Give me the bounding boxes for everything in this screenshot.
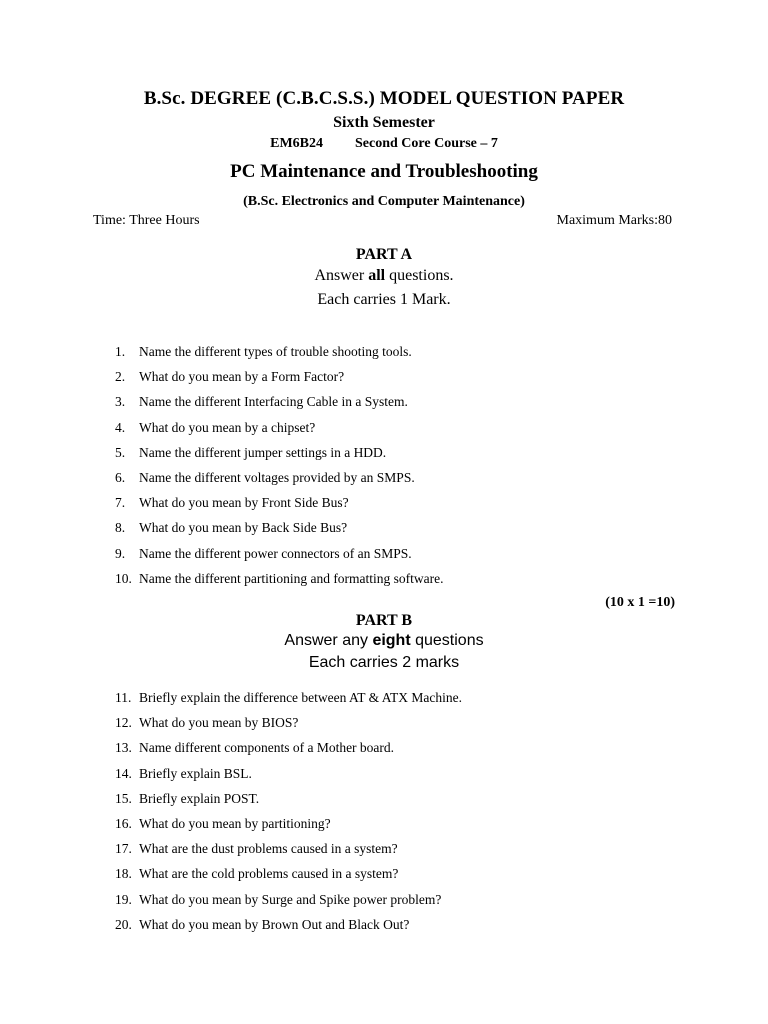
question-number: 6. (115, 469, 126, 485)
subject-title: PC Maintenance and Troubleshooting (230, 161, 538, 182)
question-text: Name the different jumper settings in a HDD. (139, 444, 387, 460)
list-item (115, 739, 462, 764)
part-a-heading: PART A (355, 246, 413, 263)
question-number: 11. (115, 690, 132, 705)
list-item (115, 815, 462, 840)
part-a-question-list (115, 343, 444, 595)
part-b-question-list (115, 689, 462, 941)
list-item (115, 545, 444, 570)
question-text: Name different components of a Mother board. (139, 740, 395, 756)
question-text: Briefly explain BSL. (139, 765, 252, 781)
list-item (115, 916, 462, 941)
list-item (115, 393, 444, 418)
question-number: 1. (115, 344, 126, 359)
part-b-instruction (0, 632, 768, 650)
question-text: Name the different Interfacing Cable in a System. (139, 394, 408, 410)
question-text: What do you mean by partitioning? (139, 815, 331, 831)
part-a-instruction-prefix: Answer (314, 267, 369, 284)
list-item (115, 714, 462, 739)
course-type: Second Core Course – 7 (355, 136, 498, 151)
list-item (115, 368, 444, 393)
question-text: What do you mean by a Form Factor? (139, 369, 345, 385)
question-text: What are the cold problems caused in a system? (139, 866, 399, 882)
part-b-marks-line: Each carries 2 marks (308, 654, 460, 671)
question-number: 18. (115, 866, 132, 882)
list-item (115, 765, 462, 790)
question-number: 9. (115, 545, 126, 561)
question-number: 7. (115, 495, 126, 511)
list-item (115, 494, 444, 519)
question-number: 20. (115, 916, 132, 932)
question-number: 14. (115, 765, 132, 781)
question-text: What do you mean by Surge and Spike power problem? (139, 891, 442, 907)
list-item (115, 419, 444, 444)
list-item (115, 343, 444, 368)
list-item (115, 444, 444, 469)
part-a-instruction-suffix: questions. (385, 267, 454, 284)
question-number: 4. (115, 419, 126, 435)
list-item (115, 689, 462, 714)
question-text: What do you mean by BIOS? (139, 715, 299, 731)
question-text: Name the different partitioning and formatting software. (139, 570, 444, 586)
question-number: 19. (115, 891, 132, 907)
time-label: Time: Three Hours (93, 213, 200, 228)
question-text: What do you mean by Brown Out and Black Out? (139, 916, 410, 932)
question-number: 12. (115, 715, 132, 731)
course-code: EM6B24 (270, 136, 324, 151)
question-text: Briefly explain POST. (139, 790, 260, 806)
part-b-instruction-prefix: Answer any (284, 632, 373, 649)
question-number: 15. (115, 790, 132, 806)
question-number: 3. (115, 394, 126, 410)
list-item (115, 891, 462, 916)
question-number: 2. (115, 369, 126, 385)
list-item (115, 469, 444, 494)
paper-title: B.Sc. DEGREE (C.B.C.S.S.) MODEL QUESTION PAPER (143, 88, 625, 109)
list-item (115, 519, 444, 544)
list-item (115, 840, 462, 865)
question-text: Name the different voltages provided by an SMPS. (139, 469, 415, 485)
question-text: Briefly explain the difference between AT & ATX Machine. (139, 690, 463, 705)
question-text: What do you mean by Front Side Bus? (139, 495, 349, 511)
max-marks-label: Maximum Marks:80 (556, 213, 672, 228)
semester-label: Sixth Semester (333, 114, 435, 131)
question-number: 16. (115, 815, 132, 831)
question-number: 8. (115, 520, 126, 536)
question-number: 13. (115, 740, 132, 756)
question-number: 5. (115, 444, 126, 460)
course-line (0, 136, 768, 152)
question-text: Name the different power connectors of an SMPS. (139, 545, 412, 561)
part-a-marks-note: (10 x 1 =10) (605, 595, 675, 610)
part-a-instruction (0, 267, 768, 285)
question-text: What do you mean by a chipset? (139, 419, 316, 435)
question-number: 17. (115, 841, 132, 857)
question-number: 10. (115, 570, 132, 586)
part-a-instruction-emphasis: all (368, 267, 386, 284)
list-item (115, 790, 462, 815)
list-item (115, 570, 444, 595)
part-b-heading: PART B (355, 612, 413, 629)
part-a-marks-line: Each carries 1 Mark. (317, 291, 451, 308)
question-text: What are the dust problems caused in a system? (139, 841, 398, 857)
part-b-instruction-suffix: questions (410, 632, 484, 649)
list-item (115, 865, 462, 890)
question-text: Name the different types of trouble shooting tools. (139, 344, 412, 359)
question-text: What do you mean by Back Side Bus? (139, 520, 348, 536)
part-b-instruction-emphasis: eight (372, 632, 411, 649)
programme-label: (B.Sc. Electronics and Computer Maintenance) (243, 194, 525, 209)
